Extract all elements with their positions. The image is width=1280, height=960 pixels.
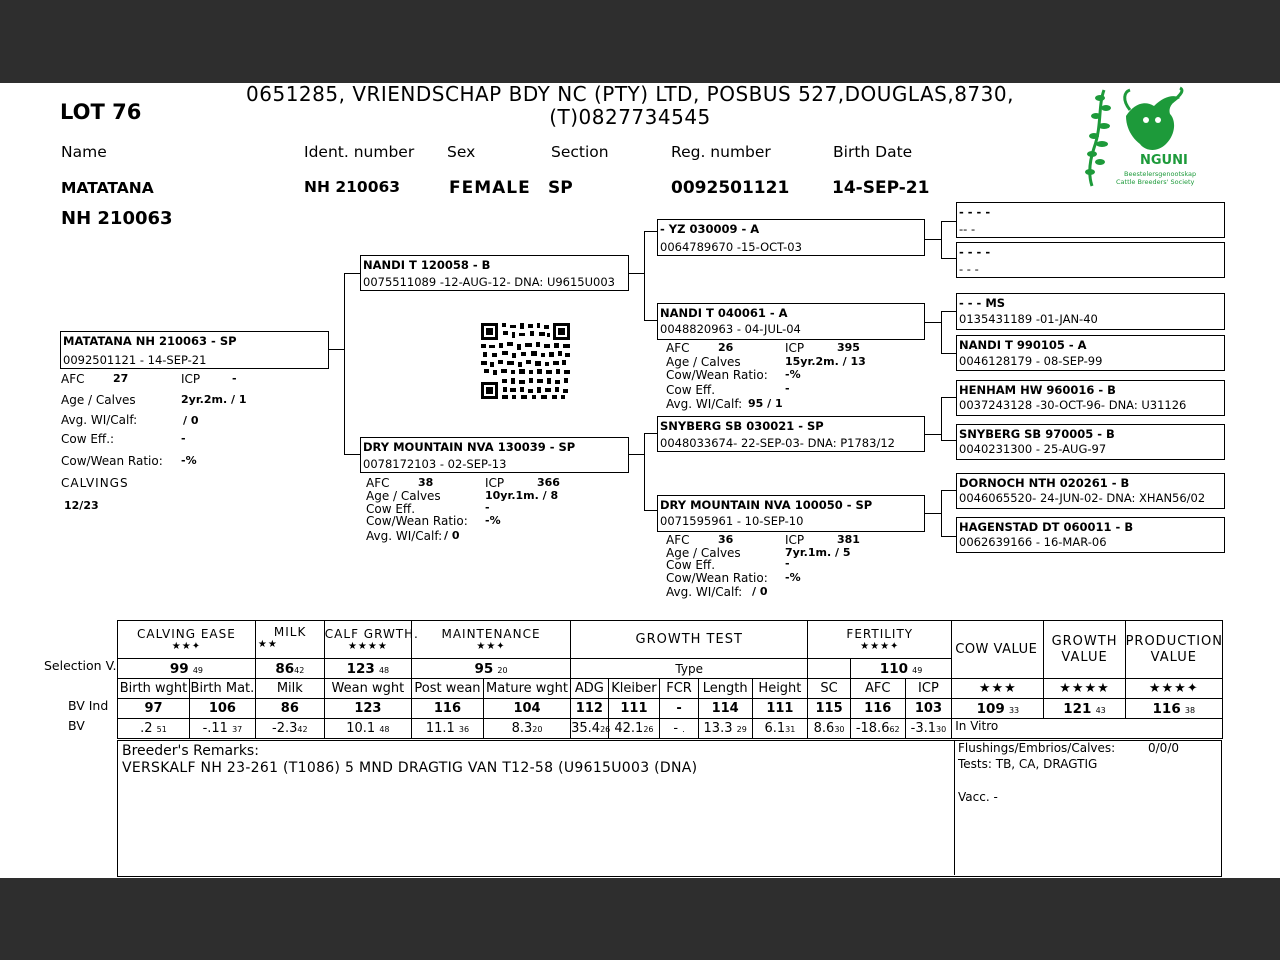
pedigree-line — [644, 510, 657, 511]
breeders-remarks-box — [117, 740, 1222, 877]
bv-value: .2 51 — [118, 719, 190, 739]
sd-reg-birth: 0048820963 - 04-JUL-04 — [660, 322, 801, 336]
pedigree-gen3-1 — [956, 202, 1225, 238]
calving-stars-icon: ★★✦ — [171, 641, 202, 652]
in-vitro-label: In Vitro — [952, 719, 1223, 739]
gen3-details: 0062639166 - 16-MAR-06 — [959, 535, 1107, 549]
pedigree-gen3-3 — [956, 293, 1225, 330]
production-value-stars-icon: ★★★✦ — [1125, 679, 1222, 699]
dam-afc-label: AFC — [366, 476, 390, 490]
col-adg: ADG — [571, 679, 609, 699]
pedigree-line — [941, 221, 956, 222]
pedigree-line — [925, 513, 942, 514]
sd-cwr-label: Cow/Wean Ratio: — [666, 368, 768, 382]
growth-value-stars-icon: ★★★★ — [1044, 679, 1125, 699]
pedigree-line — [941, 353, 956, 354]
pedigree-line — [644, 320, 657, 321]
pedigree-self — [60, 331, 329, 369]
gen3-title: NANDI T 990105 - A — [959, 338, 1087, 352]
bv-value: 42.126 — [608, 719, 660, 739]
sd-wi-label: Avg. WI/Calf: — [666, 397, 743, 411]
header-production-value: PRODUCTION VALUE — [1125, 621, 1222, 679]
sd-wi: 95 / 1 — [748, 397, 783, 410]
animal-ident: NH 210063 — [304, 178, 401, 196]
self-wi: / 0 — [183, 414, 199, 427]
self-calvings-label: CALVINGS — [61, 476, 129, 490]
gen3-details: 0135431189 -01-JAN-40 — [959, 312, 1098, 326]
bv-value: 8.320 — [483, 719, 570, 739]
pedigree-gen3-2 — [956, 242, 1225, 278]
dam-icp-label: ICP — [485, 476, 505, 490]
dd-wi: / 0 — [752, 585, 768, 598]
col-birth-maternal: Birth Mat. — [189, 679, 255, 699]
gen3-title: - - - - — [959, 205, 991, 219]
pedigree-gen3-4 — [956, 335, 1225, 371]
dd-cwr-label: Cow/Wean Ratio: — [666, 571, 768, 585]
bvind-value: - — [660, 699, 699, 719]
animal-reg-number: 0092501121 — [671, 178, 790, 198]
pedigree-dam-sire — [657, 416, 925, 452]
milk-stars-icon: ★★ — [257, 639, 278, 650]
ss-title: - YZ 030009 - A — [660, 222, 760, 236]
sd-icp-label: ICP — [785, 341, 805, 355]
sd-age-label: Age / Calves — [666, 355, 741, 369]
row-label-bv-ind: BV Ind — [68, 698, 109, 713]
remarks-label: Breeder's Remarks: — [122, 743, 259, 759]
pedigree-gen3-7 — [956, 473, 1225, 509]
ds-title: SNYBERG SB 030021 - SP — [660, 419, 824, 433]
pedigree-line — [941, 440, 956, 441]
owner-line-1: 0651285, VRIENDSCHAP BDY NC (PTY) LTD, POSBUS 527,DOUGLAS,8730, — [246, 82, 1014, 106]
animal-section: SP — [548, 178, 573, 198]
bv-value: 35.426 — [571, 719, 609, 739]
selection-calf-growth: 123 48 — [324, 659, 411, 679]
self-age: 2yr.2m. / 1 — [181, 393, 247, 406]
pedigree-dam — [360, 437, 629, 473]
label-birth-date: Birth Date — [833, 143, 913, 161]
pedigree-line — [925, 434, 942, 435]
logo-subtitle-1: Beestelersgenootskap — [1124, 170, 1197, 178]
sale-catalogue-page — [0, 83, 1280, 878]
self-icp-label: ICP — [181, 372, 201, 386]
header-growth-test: GROWTH TEST — [571, 621, 808, 659]
bvind-value: 104 — [483, 699, 570, 719]
growth-value: 121 43 — [1044, 699, 1125, 719]
sd-icp: 395 — [837, 341, 860, 354]
pedigree-line — [941, 397, 956, 398]
col-kleiber: Kleiber — [608, 679, 660, 699]
bvind-value: 114 — [698, 699, 752, 719]
dam-cow-label: Cow Eff. — [366, 502, 416, 516]
pedigree-sire-dam — [657, 303, 925, 340]
bv-value: - . — [660, 719, 699, 739]
pedigree-sire — [360, 255, 629, 291]
row-label-selection: Selection V. — [44, 658, 117, 673]
dam-title: DRY MOUNTAIN NVA 130039 - SP — [363, 440, 576, 454]
col-wean-weight: Wean wght — [324, 679, 411, 699]
bvind-value: 106 — [189, 699, 255, 719]
bv-value: 13.3 29 — [698, 719, 752, 739]
bvind-value: 103 — [905, 699, 952, 719]
dd-age: 7yr.1m. / 5 — [785, 546, 851, 559]
sd-afc-label: AFC — [666, 341, 690, 355]
sd-title: NANDI T 040061 - A — [660, 306, 788, 320]
pedigree-sire-sire — [657, 219, 925, 256]
bvind-value: 97 — [118, 699, 190, 719]
pedigree-line — [644, 433, 657, 434]
pedigree-line — [941, 311, 942, 354]
dam-age: 10yr.1m. / 8 — [485, 489, 559, 502]
bv-value: 6.131 — [752, 719, 808, 739]
gen3-title: HAGENSTAD DT 060011 - B — [959, 520, 1134, 534]
dd-age-label: Age / Calves — [666, 546, 741, 560]
pedigree-line — [644, 433, 645, 511]
nguni-logo — [1084, 86, 1209, 190]
label-section: Section — [551, 143, 609, 161]
sd-cow-label: Cow Eff. — [666, 383, 716, 397]
fertility-stars-icon: ★★★✦ — [860, 641, 900, 652]
animal-name: MATATANA — [61, 179, 154, 197]
pedigree-line — [941, 311, 956, 312]
sd-cwr: -% — [785, 368, 801, 381]
dam-wi-label: Avg. WI/Calf: — [366, 529, 443, 543]
dam-cwr-label: Cow/Wean Ratio: — [366, 514, 468, 528]
pedigree-line — [925, 239, 942, 240]
self-calvings: 12/23 — [64, 499, 99, 512]
self-afc: 27 — [113, 372, 129, 385]
label-ident: Ident. number — [304, 143, 415, 161]
sire-reg-dna: 0075511089 -12-AUG-12- DNA: U9615U003 — [363, 275, 615, 289]
self-age-label: Age / Calves — [61, 393, 136, 407]
pedigree-line — [344, 273, 345, 455]
pedigree-line — [941, 397, 942, 441]
bv-value: -2.342 — [255, 719, 324, 739]
dd-afc: 36 — [718, 533, 734, 546]
gen3-details: 0046128179 - 08-SEP-99 — [959, 354, 1103, 368]
sire-title: NANDI T 120058 - B — [363, 258, 491, 272]
bvind-value: 123 — [324, 699, 411, 719]
pedigree-gen3-5 — [956, 380, 1225, 416]
self-reg-birth: 0092501121 - 14-SEP-21 — [63, 353, 207, 367]
self-afc-label: AFC — [61, 372, 85, 386]
production-value: 116 38 — [1125, 699, 1222, 719]
bv-value: -18.662 — [850, 719, 905, 739]
dd-cwr: -% — [785, 571, 801, 584]
col-height: Height — [752, 679, 808, 699]
pedigree-line — [629, 454, 645, 455]
pedigree-line — [644, 231, 645, 321]
label-name: Name — [61, 143, 107, 161]
dam-age-label: Age / Calves — [366, 489, 441, 503]
pedigree-line — [344, 454, 360, 455]
bv-value: -.11 37 — [189, 719, 255, 739]
self-cow: - — [181, 432, 186, 445]
owner-line-2: (T)0827734545 — [549, 105, 711, 129]
sd-cow: - — [785, 382, 790, 395]
header-cow-value: COW VALUE — [952, 621, 1044, 679]
qr-code-icon — [481, 323, 570, 399]
bv-value: 11.1 36 — [411, 719, 483, 739]
col-sc: SC — [808, 679, 851, 699]
pedigree-line — [644, 231, 657, 232]
remarks-divider — [954, 741, 955, 875]
maintenance-stars-icon: ★★✦ — [476, 641, 506, 652]
dam-wi: / 0 — [444, 529, 460, 542]
remarks-text: VERSKALF NH 23-261 (T1086) 5 MND DRAGTIG VAN T12-58 (U9615U003 (DNA) — [122, 760, 698, 776]
flushings-label: Flushings/Embrios/Calves: — [958, 741, 1116, 755]
bottom-letterbox-bar — [0, 878, 1280, 960]
ds-reg-dna: 0048033674- 22-SEP-03- DNA: P1783/12 — [660, 436, 895, 450]
col-mature-weight: Mature wght — [483, 679, 570, 699]
dam-cow: - — [485, 501, 490, 514]
dd-reg-birth: 0071595961 - 10-SEP-10 — [660, 514, 804, 528]
col-icp: ICP — [905, 679, 952, 699]
dam-afc: 38 — [418, 476, 434, 489]
bvind-value: 86 — [255, 699, 324, 719]
self-title: MATATANA NH 210063 - SP — [63, 334, 237, 348]
self-icp: - — [232, 372, 237, 385]
tests-text: Tests: TB, CA, DRAGTIG — [958, 757, 1098, 771]
pedigree-line — [629, 273, 645, 274]
header-calf-growth: CALF GRWTH. ★★★★ — [324, 621, 411, 659]
ss-reg-birth: 0064789670 -15-OCT-03 — [660, 240, 802, 254]
self-cow-label: Cow Eff.: — [61, 432, 115, 446]
pedigree-line — [941, 536, 956, 537]
animal-birth-date: 14-SEP-21 — [832, 178, 930, 198]
calf-stars-icon: ★★★★ — [347, 641, 388, 652]
self-wi-label: Avg. WI/Calf: — [61, 413, 138, 427]
gen3-title: - - - MS — [959, 296, 1006, 310]
col-fcr: FCR — [660, 679, 699, 699]
selection-fertility: 110 49 — [850, 659, 951, 679]
pedigree-line — [941, 490, 956, 491]
bvind-value: 111 — [608, 699, 660, 719]
pedigree-dam-dam — [657, 495, 925, 532]
pedigree-line — [941, 490, 942, 537]
dd-cow: - — [785, 557, 790, 570]
animal-sex: FEMALE — [449, 178, 531, 198]
label-sex: Sex — [447, 143, 476, 161]
sd-afc: 26 — [718, 341, 734, 354]
pedigree-line — [344, 273, 360, 274]
header-calving-ease: CALVING EASE ★★✦ — [118, 621, 256, 659]
top-letterbox-bar — [0, 0, 1280, 83]
bvind-value: 115 — [808, 699, 851, 719]
gen3-title: DORNOCH NTH 020261 - B — [959, 476, 1130, 490]
header-growth-value: GROWTH VALUE — [1044, 621, 1125, 679]
self-cwr-label: Cow/Wean Ratio: — [61, 454, 163, 468]
selection-fertility-blank — [808, 659, 851, 679]
gen3-details: 0037243128 -30-OCT-96- DNA: U31126 — [959, 398, 1187, 412]
col-birth-weight: Birth wght — [118, 679, 190, 699]
header-maintenance: MAINTENANCE ★★✦ — [411, 621, 570, 659]
pedigree-gen3-8 — [956, 517, 1225, 553]
vacc-text: Vacc. - — [958, 790, 998, 804]
dd-icp-label: ICP — [785, 533, 805, 547]
self-cwr: -% — [181, 454, 197, 467]
gen3-title: SNYBERG SB 970005 - B — [959, 427, 1115, 441]
performance-table — [117, 620, 1223, 739]
selection-milk: 8642 — [255, 659, 324, 679]
flushings-value: 0/0/0 — [1148, 741, 1179, 755]
gen3-details: - - - — [959, 262, 979, 276]
header-milk: MILK ★★ — [255, 621, 324, 659]
selection-calving: 99 49 — [118, 659, 256, 679]
gen3-title: HENHAM HW 960016 - B — [959, 383, 1116, 397]
logo-subtitle-2: Cattle Breeders' Society — [1116, 178, 1195, 186]
cow-value-stars-icon: ★★★ — [952, 679, 1044, 699]
logo-text: NGUNI — [1140, 153, 1188, 168]
selection-maintenance: 95 20 — [411, 659, 570, 679]
animal-name-2: NH 210063 — [61, 208, 173, 229]
pedigree-line — [941, 221, 942, 259]
label-reg-number: Reg. number — [671, 143, 771, 161]
bvind-value: 111 — [752, 699, 808, 719]
sd-age: 15yr.2m. / 13 — [785, 355, 866, 368]
bvind-value: 112 — [571, 699, 609, 719]
lot-number: LOT 76 — [60, 100, 142, 124]
row-label-bv: BV — [68, 718, 85, 733]
dam-icp: 366 — [537, 476, 560, 489]
dd-icp: 381 — [837, 533, 860, 546]
header-fertility: FERTILITY ★★★✦ — [808, 621, 952, 659]
dd-wi-label: Avg. WI/Calf: — [666, 585, 743, 599]
dam-reg-birth: 0078172103 - 02-SEP-13 — [363, 457, 507, 471]
col-milk: Milk — [255, 679, 324, 699]
bv-value: 8.630 — [808, 719, 851, 739]
bvind-value: 116 — [850, 699, 905, 719]
pedigree-line — [941, 258, 956, 259]
dam-cwr: -% — [485, 514, 501, 527]
dd-afc-label: AFC — [666, 533, 690, 547]
gen3-details: 0040231300 - 25-AUG-97 — [959, 442, 1107, 456]
dd-cow-label: Cow Eff. — [666, 558, 716, 572]
bv-value: -3.130 — [905, 719, 952, 739]
gen3-details: 0046065520- 24-JUN-02- DNA: XHAN56/02 — [959, 491, 1206, 505]
pedigree-line — [925, 322, 942, 323]
cow-value: 109 33 — [952, 699, 1044, 719]
col-post-wean: Post wean — [411, 679, 483, 699]
gen3-details: -- - — [959, 222, 976, 236]
pedigree-line — [329, 349, 345, 350]
dd-title: DRY MOUNTAIN NVA 100050 - SP — [660, 498, 873, 512]
pedigree-gen3-6 — [956, 424, 1225, 460]
gen3-title: - - - - — [959, 245, 991, 259]
bvind-value: 116 — [411, 699, 483, 719]
growth-test-type: Type — [571, 659, 808, 679]
col-afc: AFC — [850, 679, 905, 699]
col-length: Length — [698, 679, 752, 699]
bv-value: 10.1 48 — [324, 719, 411, 739]
